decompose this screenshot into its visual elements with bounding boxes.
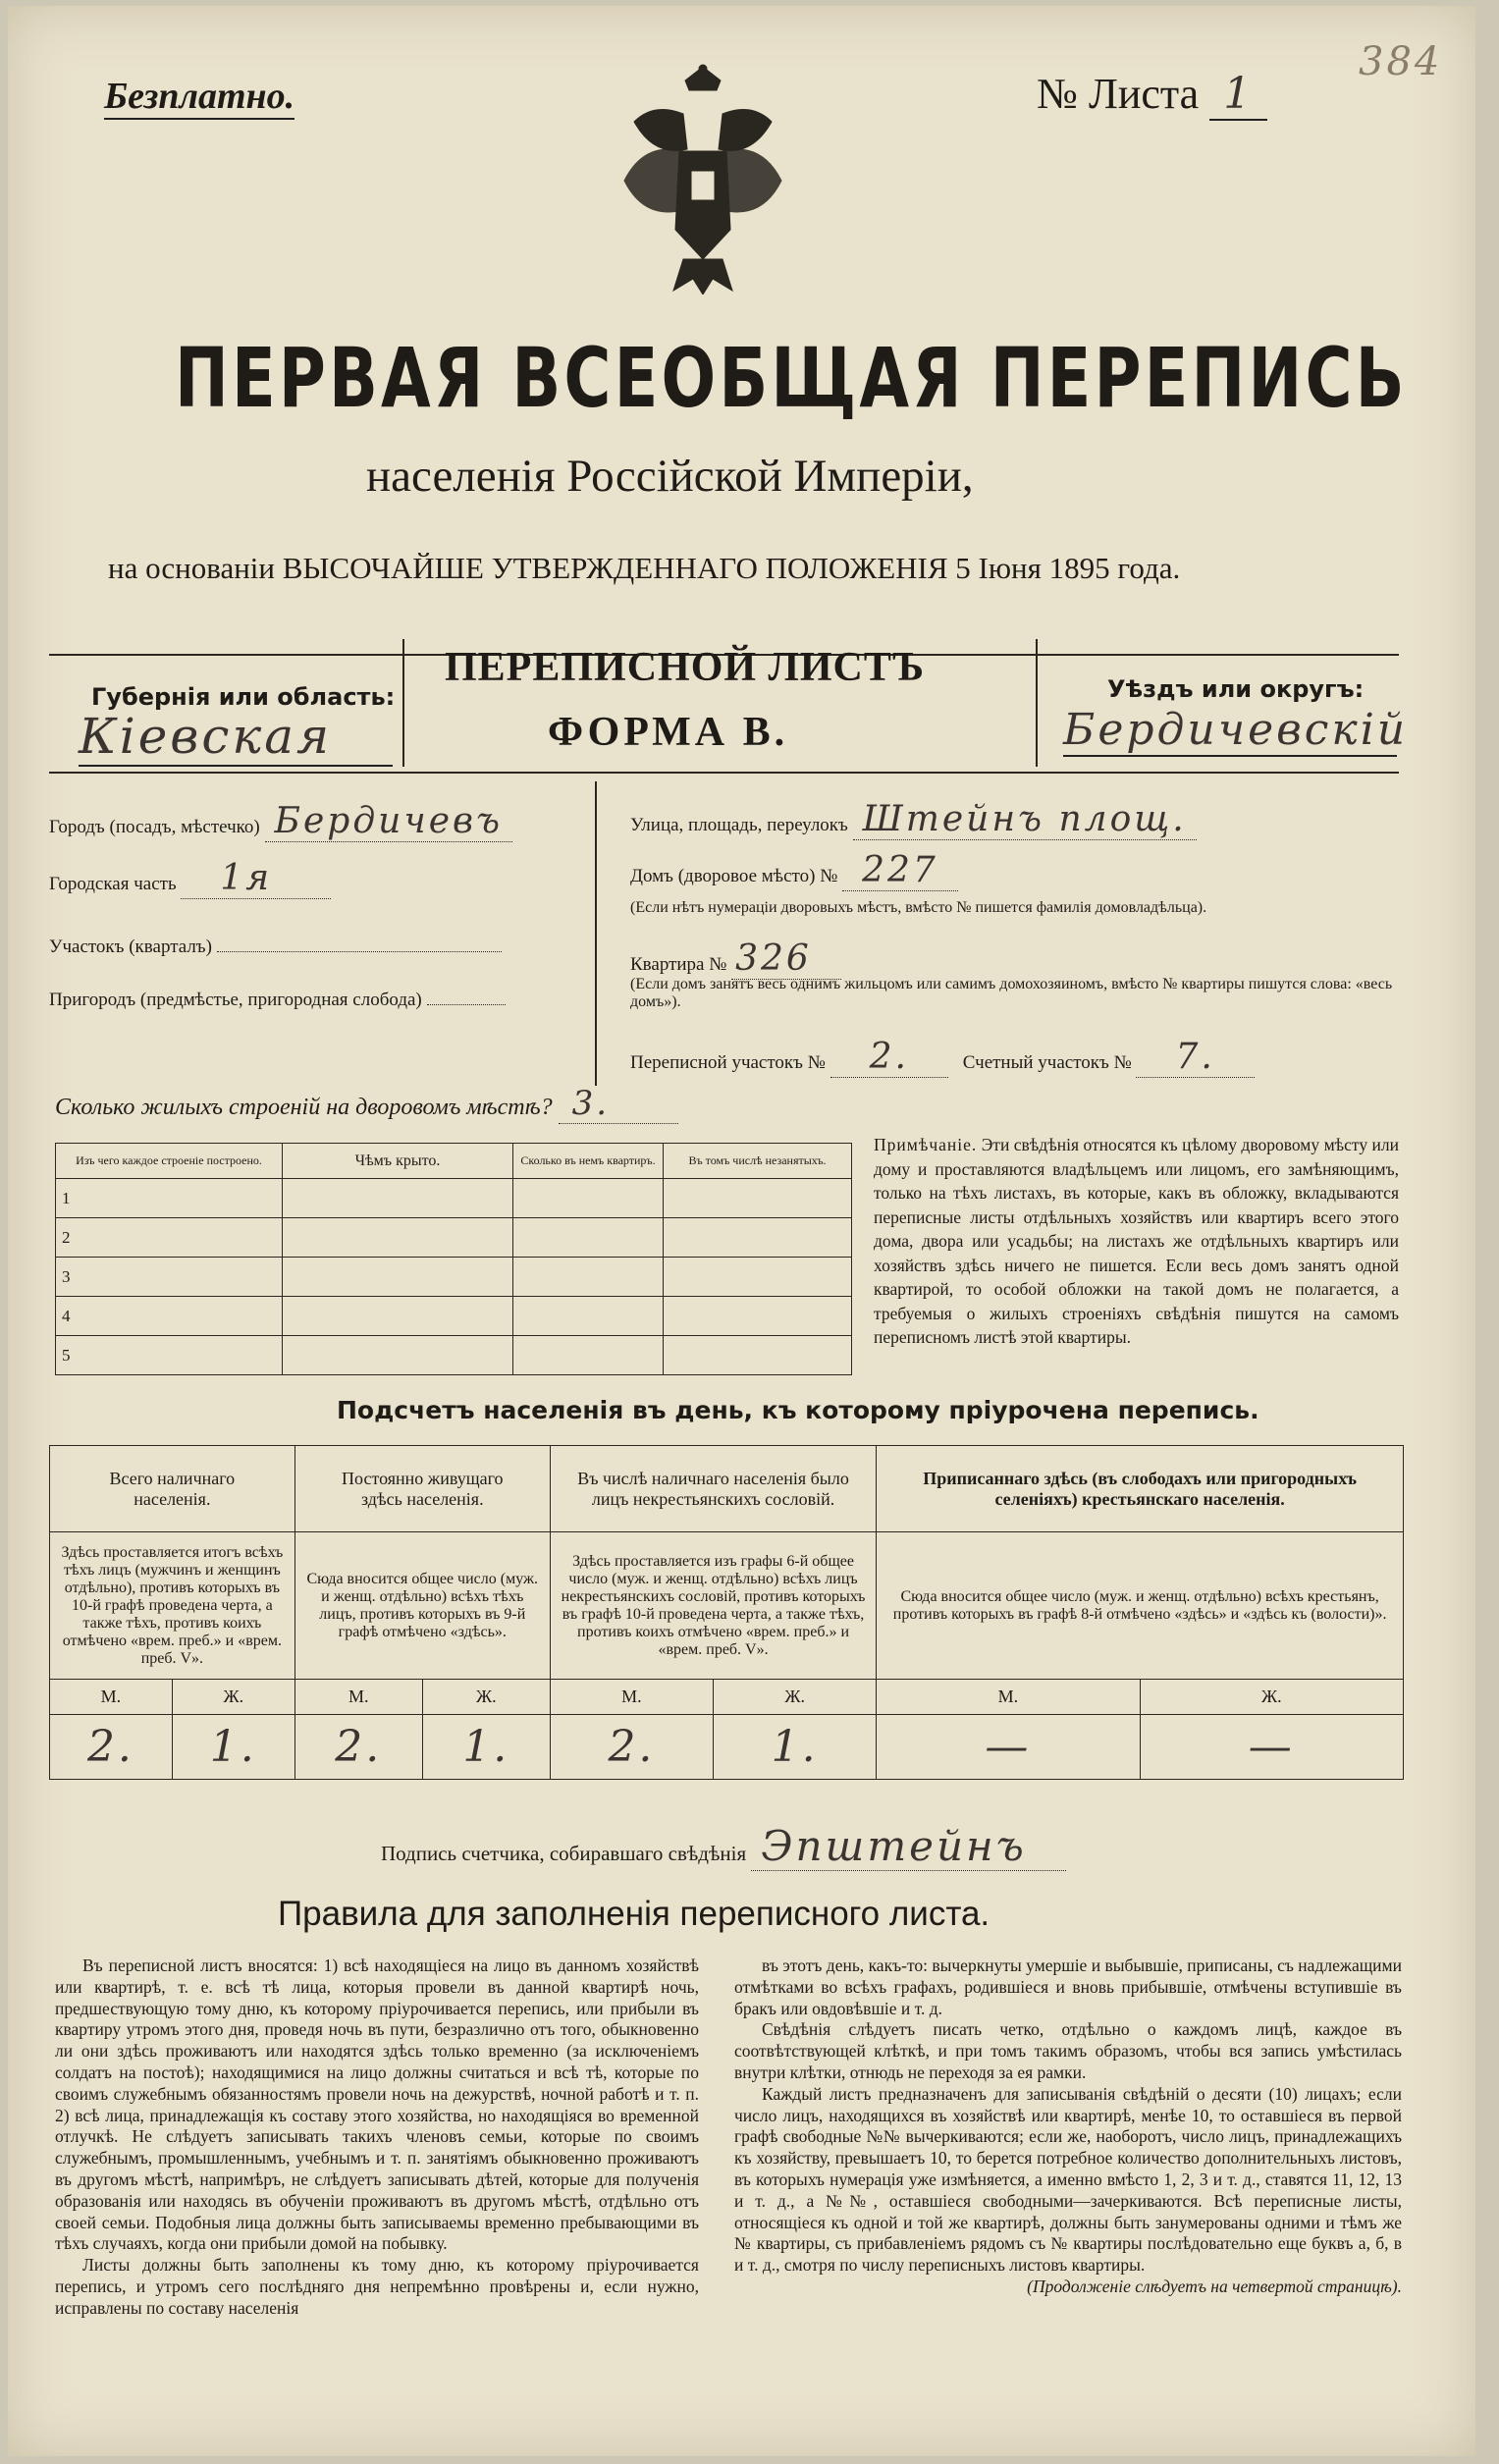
city-part-label: Городская часть	[49, 874, 177, 894]
census-areas-row	[630, 1037, 1255, 1077]
rules-right-column	[734, 1955, 1402, 2298]
count-area-label: Счетный участокъ №	[962, 1052, 1132, 1073]
rules-paragraph: Листы должны быть заполнены къ тому дню, къ которому пріурочивается перепись, и утромъ сего послѣдняго дня непремѣнно провѣрены и, если нужно, исправлены по составу населенія	[55, 2255, 699, 2318]
table-row	[56, 1258, 852, 1297]
form-heading: ПЕРЕПИСНОЙ ЛИСТЪ	[445, 645, 925, 690]
apartment-note: (Если домъ занятъ весь однимъ жильцомъ или самимъ домохозяиномъ, вмѣсто № квартиры пишутся слова: «весь домъ»).	[630, 976, 1393, 1010]
uezd-label: Уѣздъ или округъ:	[1107, 675, 1365, 703]
row-number: 5	[56, 1336, 283, 1375]
male-label: М.	[877, 1680, 1140, 1715]
sheet-number-value: 1	[1209, 69, 1267, 121]
population-col-title: Въ числѣ наличнаго населенія было лицъ некрестьянскихъ сословій.	[550, 1446, 876, 1532]
female-label: Ж.	[172, 1680, 294, 1715]
census-area-value: 2.	[830, 1037, 948, 1078]
female-count: 1.	[172, 1715, 294, 1780]
buildings-answer: 3.	[559, 1084, 678, 1124]
rules-paragraph: въ этотъ день, какъ-то: вычеркнуты умершіе и выбывшіе, приписаны, съ надлежащими отмѣтками во всѣхъ графахъ, родившіеся и вновь прибывшіе, отмѣчены вступившіе въ бракъ или овдовѣвшіе и т. д.	[734, 1955, 1402, 2018]
buildings-question: Сколько жилыхъ строеній на дворовомъ мѣстѣ?	[55, 1095, 553, 1120]
population-heading: Подсчетъ населенія въ день, къ которому пріурочена перепись.	[337, 1396, 1259, 1424]
signature-value: Эпштейнъ	[751, 1822, 1065, 1871]
male-label: М.	[294, 1680, 422, 1715]
house-note: (Если нѣтъ нумераціи дворовыхъ мѣстъ, вмѣсто № пишется фамилія домовладѣльца).	[630, 899, 1207, 916]
row-number: 1	[56, 1179, 283, 1218]
table-row	[56, 1218, 852, 1258]
district-label: Участокъ (кварталъ)	[49, 937, 212, 957]
buildings-table	[55, 1143, 852, 1375]
buildings-header: Изъ чего каждое строеніе построено.	[56, 1144, 283, 1179]
census-basis: на основаніи ВЫСОЧАЙШЕ УТВЕРЖДЕННАГО ПОЛОЖЕНІЯ 5 Іюня 1895 года.	[108, 551, 1181, 585]
female-label: Ж.	[422, 1680, 550, 1715]
city-value: Бердичевъ	[265, 801, 512, 842]
suburb-row	[49, 990, 599, 1011]
table-row	[56, 1297, 852, 1336]
population-desc-row	[50, 1532, 1404, 1680]
apartment-value: 326	[731, 938, 841, 980]
row-number: 2	[56, 1218, 283, 1258]
gubernia-value: Кіевская	[79, 708, 393, 767]
house-row	[630, 850, 958, 890]
buildings-row	[55, 1084, 678, 1123]
city-label: Городъ (посадъ, мѣстечко)	[49, 817, 260, 837]
house-label: Домъ (дворовое мѣсто) №	[630, 866, 838, 886]
district-row	[49, 937, 579, 958]
male-count: 2.	[550, 1715, 713, 1780]
suburb-label: Пригородъ (предмѣстье, пригородная слобода)	[49, 990, 422, 1010]
population-title-row	[50, 1446, 1404, 1532]
female-label: Ж.	[1140, 1680, 1403, 1715]
rules-left-column	[55, 1955, 699, 2320]
population-col-title: Всего наличнаго населенія.	[50, 1446, 295, 1532]
buildings-header: Въ томъ числѣ незанятыхъ.	[664, 1144, 852, 1179]
population-col-desc: Сюда вносится общее число (муж. и женщ. отдѣльно) всѣхъ тѣхъ лицъ, противъ которыхъ въ 9-й графѣ отмѣчено «здѣсь».	[294, 1532, 550, 1680]
population-col-title: Постоянно живущаго здѣсь населенія.	[294, 1446, 550, 1532]
apartment-row	[630, 938, 841, 979]
male-label: М.	[50, 1680, 173, 1715]
free-label: Безплатно.	[104, 75, 294, 120]
male-label: М.	[550, 1680, 713, 1715]
population-col-desc: Здѣсь проставляется изъ графы 6-й общее число (муж. и женщ. отдѣльно) всѣхъ лицъ некрестьянскихъ сословій, противъ которыхъ въ графѣ 10-й проведена черта, а также тѣхъ, противъ коихъ отмѣчено «врем. преб.» и «врем. преб. V».	[550, 1532, 876, 1680]
female-count: —	[1140, 1715, 1403, 1780]
female-label: Ж.	[714, 1680, 877, 1715]
street-label: Улица, площадь, переулокъ	[630, 815, 848, 835]
population-table	[49, 1445, 1404, 1780]
rules-paragraph: Въ переписной листъ вносятся: 1) всѣ находящіеся на лицо въ данномъ хозяйствѣ или квартирѣ, т. е. всѣ тѣ лица, которыя провели въ данной квартирѣ ночь, предшествующую тому дню, къ которому пріурочивается перепись, или прибыли въ квартиру утромъ этого дня, проведя ночь въ пути, безразлично отъ того, обыкновенно ли они здѣсь проживаютъ или находятся здѣсь только временно (за исключеніемъ солдатъ на постоѣ); находящимися на лицо должны считаться и всѣ тѣ, которые по своимъ служебнымъ обязанностямъ провели ночь на дежурствѣ, ночной работѣ и т. п. 2) всѣ лица, принадлежащія къ составу этого хозяйства, но находящіяся во временной отлучкѣ. Не слѣдуетъ записывать такихъ членовъ семьи, которые по своимъ служебнымъ, промышленнымъ, учебнымъ и т. п. занятіямъ обыкновенно проживаютъ въ другомъ мѣстѣ, напримѣръ, не слѣдуетъ записывать дѣтей, которые для полученія образованія или находясь въ обученіи проживаютъ въ другомъ мѣстѣ, отдѣльно отъ своей семьи. Подобныя лица должны быть записываемы временно пребывающими въ тѣхъ случаяхъ, когда они прибыли домой на побывку.	[55, 1955, 699, 2254]
census-sheet-page	[8, 6, 1475, 2456]
double-headed-eagle-emblem	[615, 63, 791, 295]
city-row	[49, 801, 594, 841]
street-row	[630, 799, 1197, 839]
corner-stamp: 384	[1359, 39, 1443, 84]
rules-paragraph: Свѣдѣнія слѣдуетъ писать четко, отдѣльно о каждомъ лицѣ, каждое въ соотвѣтствующей клѣткѣ, и при томъ такимъ образомъ, чтобы вся запись умѣстилась внутри клѣтки, отнюдь не переходя за ея рамки.	[734, 2019, 1402, 2082]
male-count: —	[877, 1715, 1140, 1780]
city-part-value: 1я	[181, 858, 331, 899]
census-title: ПЕРВАЯ ВСЕОБЩАЯ ПЕРЕПИСЬ	[175, 330, 1408, 426]
apartment-label: Квартира №	[630, 954, 727, 975]
sheet-number-label: № Листа	[1037, 70, 1200, 118]
rules-heading: Правила для заполненія переписного листа.	[278, 1895, 990, 1933]
male-count: 2.	[50, 1715, 173, 1780]
row-number: 4	[56, 1297, 283, 1336]
population-sex-row	[50, 1680, 1404, 1715]
female-count: 1.	[422, 1715, 550, 1780]
table-row	[56, 1336, 852, 1375]
uezd-value: Бердичевскій	[1063, 705, 1409, 755]
rules-paragraph: Каждый листъ предназначенъ для записыванія свѣдѣній о десяти (10) лицахъ; если число лицъ, находящихся въ хозяйствѣ или квартирѣ, менѣе 10, то оставшіеся въ первой графѣ свободные №№ вычеркиваются; если же, наоборотъ, число лицъ, принадлежащихъ къ хозяйству, превышаетъ 10, то берется потребное количество дополнительныхъ листовъ, въ которыхъ нумерація уже измѣняется, а именно вмѣсто 1, 2, 3 и т. д., ставятся 11, 12, 13 и т. д., а №№, оставшіеся свободными—зачеркиваются. Всѣ переписные листы, относящіеся къ одной и той же квартирѣ, должны быть занумерованы одними и тѣмъ же № квартиры, съ прибавленіемъ рядомъ съ № квартиры послѣдовательно еще буквъ а, б, в и т. д., смотря по числу переписныхъ листовъ квартиры.	[734, 2083, 1402, 2276]
buildings-header: Чѣмъ крыто.	[283, 1144, 513, 1179]
male-count: 2.	[294, 1715, 422, 1780]
buildings-note	[874, 1133, 1399, 1350]
population-col-desc: Здѣсь проставляется итогъ всѣхъ тѣхъ лицъ (мужчинъ и женщинъ отдѣльно), противъ которыхъ въ 10-й графѣ проведена черта, а также тѣхъ, противъ коихъ отмѣчено «врем. преб.» и «врем. преб. V».	[50, 1532, 295, 1680]
census-subtitle: населенія Россійской Имперіи,	[366, 451, 974, 502]
buildings-header-row	[56, 1144, 852, 1179]
house-value: 227	[842, 850, 958, 891]
population-col-desc: Сюда вносится общее число (муж. и женщ. отдѣльно) всѣхъ крестьянъ, противъ которыхъ въ графѣ 8-й отмѣчено «здѣсь» и «здѣсь къ (волости)».	[877, 1532, 1404, 1680]
sheet-number	[1037, 69, 1267, 119]
population-values-row	[50, 1715, 1404, 1780]
row-number: 3	[56, 1258, 283, 1297]
street-value: Штейнъ площ.	[853, 799, 1197, 840]
note-title: Примѣчаніе.	[874, 1135, 978, 1154]
count-area-value: 7.	[1136, 1037, 1254, 1078]
note-text: Эти свѣдѣнія относятся къ цѣлому дворовому мѣсту или дому и проставляются владѣльцемъ или лицомъ, его замѣняющимъ, только на тѣхъ листахъ, въ которые, какъ въ обложку, вкладываются переписные листы отдѣльныхъ хозяйствъ или квартиръ всего этого дома, двора или усадьбы; на листахъ же отдѣльныхъ квартиръ или хозяйствъ здѣсь ничего не пишется. Если весь домъ занятъ одной квартирой, то особой обложки на такой домъ не полагается, а требуемыя о жилыхъ строеніяхъ свѣдѣнія пишутся на самомъ переписномъ листѣ этой квартиры.	[874, 1135, 1400, 1347]
population-col-title: Приписаннаго здѣсь (въ слободахъ или пригородныхъ селеніяхъ) крестьянскаго населенія.	[877, 1446, 1404, 1532]
table-row	[56, 1179, 852, 1218]
signature-label: Подпись счетчика, собиравшаго свѣдѣнія	[381, 1842, 747, 1865]
census-area-label: Переписной участокъ №	[630, 1052, 826, 1073]
gubernia-label: Губернія или область:	[91, 683, 396, 711]
city-part-row	[49, 858, 331, 898]
rules-continued: (Продолженіе слѣдуетъ на четвертой страницѣ).	[1027, 2276, 1402, 2296]
female-count: 1.	[714, 1715, 877, 1780]
signature-row	[381, 1822, 1066, 1870]
form-name: ФОРМА В.	[548, 710, 789, 755]
buildings-header: Сколько въ немъ квартиръ.	[513, 1144, 664, 1179]
